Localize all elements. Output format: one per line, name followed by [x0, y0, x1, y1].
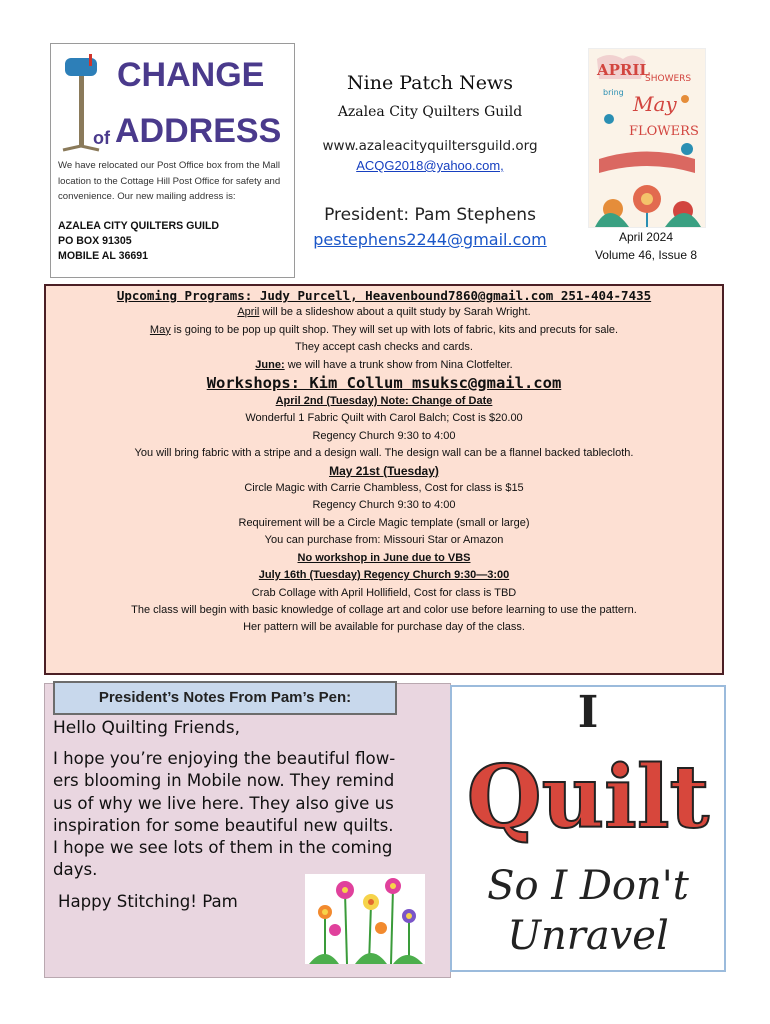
program-month-label: June: [255, 358, 285, 371]
logo-word: of [93, 128, 110, 148]
address-line: AZALEA CITY QUILTERS GUILD [58, 220, 220, 232]
notes-line: us of why we live here. They also give us [53, 793, 394, 813]
newsletter-title: Nine Patch News [347, 72, 513, 94]
notes-line: I hope we see lots of them in the coming [53, 838, 393, 858]
notes-greeting: Hello Quilting Friends, [53, 718, 240, 738]
quilt-art-word: So I Don't [487, 863, 689, 909]
program-april [46, 304, 722, 321]
april-showers-illustration [588, 48, 706, 228]
quilt-word-patchwork [467, 747, 710, 848]
workshop-date: April 2nd (Tuesday) Note: Change of Date [275, 395, 493, 408]
workshop-line: Her pattern will be available for purchase day of the class. [243, 621, 525, 634]
quilt-art-word: I [577, 687, 599, 738]
cover-word: bring [603, 88, 624, 97]
workshop-line: Requirement will be a Circle Magic template (small or large) [238, 516, 530, 529]
issue-volume: Volume 46, Issue 8 [594, 248, 698, 262]
notes-line: inspiration for some beautiful new quilts. [53, 815, 394, 835]
cover-word: FLOWERS [629, 124, 699, 139]
logo-word: CHANGE [117, 56, 265, 94]
cover-word: APRIL [597, 61, 650, 79]
quilt-art-word: Quilt [466, 747, 710, 848]
notes-line: days. [53, 860, 98, 880]
address-line: PO BOX 91305 [58, 235, 132, 247]
quilt-art-word: Unravel [507, 913, 669, 959]
program-text: will be a slideshow about a quilt study by Sarah Wright. [259, 306, 531, 319]
relocation-notice: We have relocated our Post Office box from the Mall location to the Cottage Hill Post Office for safety and convenience. Our new mailing address is: [58, 160, 281, 202]
change-of-address-box [50, 43, 295, 278]
program-may-payment: They accept cash checks and cards. [295, 341, 473, 354]
cover-word: May [633, 92, 677, 116]
change-of-address-logo [59, 50, 282, 152]
program-month-label: May [149, 323, 171, 336]
president-email-link[interactable]: pestephens2244@gmail.com [313, 230, 547, 249]
presidents-notes-header: President’s Notes From Pam’s Pen: [53, 681, 397, 715]
programs-workshops-box [44, 284, 724, 675]
workshops-heading: Workshops: Kim Collum msuksc@gmail.com [206, 374, 562, 393]
workshop-line: You will bring fabric with a stripe and a design wall. The design wall can be a flannel backed tablecloth. [134, 447, 634, 460]
website-link[interactable]: www.azaleacityquiltersguild.org [322, 138, 538, 154]
mailing-address [58, 219, 286, 264]
guild-name: Azalea City Quilters Guild [337, 104, 523, 120]
notes-line: ers blooming in Mobile now. They remind [53, 771, 395, 791]
mailbox-icon [65, 58, 97, 76]
notes-signoff: Happy Stitching! Pam [58, 892, 238, 911]
program-may [46, 322, 722, 339]
logo-word: ADDRESS [115, 112, 282, 150]
program-text: we will have a trunk show from Nina Clotfelter. [284, 358, 513, 371]
notes-body [53, 748, 443, 882]
president-name: President: Pam Stephens [324, 205, 536, 225]
presidents-notes-box [44, 683, 451, 978]
workshop-line: Circle Magic with Carrie Chambless, Cost for class is $15 [244, 482, 524, 495]
notes-line: I hope you’re enjoying the beautiful flow- [53, 749, 396, 768]
flowers-illustration [305, 874, 425, 964]
program-month-label: April [237, 306, 260, 319]
issue-date: April 2024 [618, 230, 674, 244]
workshop-line: Crab Collage with April Hollifield, Cost for class is TBD [251, 586, 517, 599]
program-june [46, 357, 722, 374]
cover-word: SHOWERS [645, 74, 692, 84]
workshop-note: No workshop in June due to VBS [297, 551, 471, 564]
workshop-line: You can purchase from: Missouri Star or Amazon [264, 534, 504, 547]
workshop-date: May 21st (Tuesday) [329, 463, 439, 478]
guild-email-link[interactable]: ACQG2018@yahoo.com, [356, 158, 504, 173]
i-quilt-so-i-dont-unravel-art [450, 685, 726, 972]
workshop-line: Wonderful 1 Fabric Quilt with Carol Balch; Cost is $20.00 [245, 412, 523, 425]
workshop-line: The class will begin with basic knowledge of collage art and color use before learning to use the pattern. [131, 603, 637, 616]
workshop-date: July 16th (Tuesday) Regency Church 9:30—3:00 [258, 569, 510, 582]
workshop-line: Regency Church 9:30 to 4:00 [312, 499, 456, 512]
address-line: MOBILE AL 36691 [58, 250, 149, 262]
programs-heading: Upcoming Programs: Judy Purcell, Heavenbound7860@gmail.com 251-404-7435 [116, 288, 652, 303]
workshop-line: Regency Church 9:30 to 4:00 [312, 429, 456, 442]
program-text: is going to be pop up quilt shop. They will set up with lots of fabric, kits and precuts for sale. [170, 323, 619, 336]
